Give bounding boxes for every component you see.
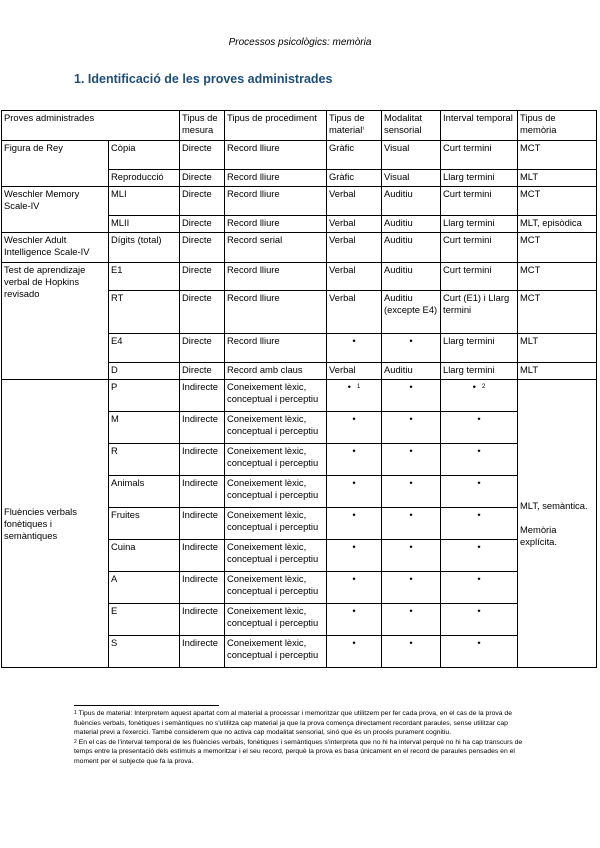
- cell: MLT: [518, 170, 597, 187]
- cell: Coneixement lèxic, conceptual i perceptiu: [225, 540, 327, 572]
- bullet-cell: [327, 604, 382, 636]
- cell: Record lliure: [225, 263, 327, 291]
- tests-table: [1, 110, 597, 668]
- footnote-marker: 1: [74, 710, 77, 716]
- cell: Dígits (total): [109, 233, 180, 263]
- bullet: •: [409, 637, 413, 648]
- footnote-marker: 2: [74, 738, 77, 745]
- cell: Còpia: [109, 141, 180, 170]
- footnote-text: Tipus de material: Interpretem aquest apartat com al material a processar i memoritzar que utilitzem per fer cada prova, en el cas de la prova de fluències verbals, fonètiques i semàntiques no s'utilitza cap material ja que la prova comença directament recordant paraules, sense utilitzar cap material previ a l'exercici. També considerem que no activa cap modalitat sensorial, sinó que és un procés purament cognitiu.: [74, 710, 512, 737]
- cell: Verbal: [327, 363, 382, 380]
- bullet-cell: [441, 604, 518, 636]
- cell: Coneixement lèxic, conceptual i perceptiu: [225, 412, 327, 444]
- cell: Record lliure: [225, 216, 327, 233]
- cell: Curt (E1) i Llarg termini: [441, 291, 518, 334]
- cell: R: [109, 444, 180, 476]
- bullet: •: [409, 541, 413, 552]
- cell: P: [109, 380, 180, 412]
- bullet-cell: [382, 572, 441, 604]
- bullet: •: [477, 637, 481, 648]
- bullet-cell: [441, 636, 518, 668]
- bullet: •: [409, 381, 413, 392]
- table-row: [2, 187, 597, 216]
- bullet-cell: [327, 540, 382, 572]
- cell: MCT: [518, 291, 597, 334]
- bullet-cell: [327, 572, 382, 604]
- footnote-2: [74, 738, 529, 767]
- cell: Coneixement lèxic, conceptual i perceptiu: [225, 380, 327, 412]
- cell: Verbal: [327, 263, 382, 291]
- cell: Curt termini: [441, 141, 518, 170]
- bullet-cell: [327, 444, 382, 476]
- bullet: •: [477, 605, 481, 616]
- cell: A: [109, 572, 180, 604]
- bullet-cell: •: [382, 334, 441, 363]
- footnote-ref: 1: [356, 384, 361, 390]
- table-row: [2, 233, 597, 263]
- cell: Gràfic: [327, 141, 382, 170]
- cell: Directe: [180, 263, 225, 291]
- cell: Llarg termini: [441, 170, 518, 187]
- cell: Indirecte: [180, 540, 225, 572]
- cell: MCT: [518, 233, 597, 263]
- bullet-cell: [382, 444, 441, 476]
- col-material: Tipus de material$^{^1}$: [327, 111, 382, 141]
- group-name: Test de aprendizaje verbal de Hopkins revisado: [2, 263, 109, 380]
- cell: Directe: [180, 291, 225, 334]
- cell: Animals: [109, 476, 180, 508]
- bullet: •: [477, 477, 481, 488]
- bullet: •: [352, 605, 356, 616]
- bullet-cell: [441, 508, 518, 540]
- bullet: •: [409, 509, 413, 520]
- cell: Directe: [180, 233, 225, 263]
- bullet: •: [352, 573, 356, 584]
- cell: Coneixement lèxic, conceptual i perceptiu: [225, 604, 327, 636]
- memory-type: MLT, semàntica.: [520, 499, 588, 511]
- cell: Reproducció: [109, 170, 180, 187]
- cell: Directe: [180, 170, 225, 187]
- memory-type-2: Memòria explícita.: [520, 523, 557, 547]
- footnote-1: [74, 709, 529, 738]
- cell: Fruites: [109, 508, 180, 540]
- footnote-divider: [74, 705, 219, 706]
- bullet: •: [477, 541, 481, 552]
- cell: Directe: [180, 363, 225, 380]
- cell: Visual: [382, 170, 441, 187]
- table-row: [2, 380, 597, 412]
- cell: MCT: [518, 141, 597, 170]
- cell: MCT: [518, 187, 597, 216]
- cell: Coneixement lèxic, conceptual i perceptiu: [225, 572, 327, 604]
- cell: Auditiu: [382, 363, 441, 380]
- cell: S: [109, 636, 180, 668]
- cell: Auditiu: [382, 233, 441, 263]
- bullet-cell: [382, 540, 441, 572]
- cell: Record serial: [225, 233, 327, 263]
- cell: Record lliure: [225, 141, 327, 170]
- cell: Indirecte: [180, 508, 225, 540]
- bullet-cell: [441, 540, 518, 572]
- cell: MLT: [518, 363, 597, 380]
- bullet-cell: [382, 380, 441, 412]
- cell: Llarg termini: [441, 334, 518, 363]
- cell: Indirecte: [180, 412, 225, 444]
- bullet: •: [352, 509, 356, 520]
- col-memoria: Tipus de memòria: [518, 111, 597, 141]
- cell: MLT: [518, 334, 597, 363]
- cell: Llarg termini: [441, 363, 518, 380]
- bullet-cell: [382, 636, 441, 668]
- group-name: Weschler Memory Scale-IV: [2, 187, 109, 233]
- memory-type-cell: [518, 380, 597, 668]
- cell: Record lliure: [225, 334, 327, 363]
- header-row: [2, 111, 597, 141]
- cell: Directe: [180, 334, 225, 363]
- col-proves: Proves administrades: [2, 111, 180, 141]
- section-title: 1. Identificació de les proves administrades: [74, 72, 333, 86]
- cell: Verbal: [327, 291, 382, 334]
- cell: MLI: [109, 187, 180, 216]
- cell: Directe: [180, 216, 225, 233]
- table-row: [2, 263, 597, 291]
- page-header: Processos psicològics: memòria: [228, 37, 372, 48]
- bullet-cell: [441, 476, 518, 508]
- cell: Record amb claus: [225, 363, 327, 380]
- cell: Auditiu: [382, 187, 441, 216]
- bullet-cell: •: [327, 334, 382, 363]
- bullet: •: [409, 605, 413, 616]
- bullet-cell: [382, 508, 441, 540]
- cell: MLT, episòdica: [518, 216, 597, 233]
- bullet: •: [477, 413, 481, 424]
- bullet: •: [352, 413, 356, 424]
- bullet-cell: [327, 380, 382, 412]
- group-name: Fluències verbals fonètiques i semàntiques: [2, 380, 109, 668]
- bullet: •: [409, 413, 413, 424]
- cell: Coneixement lèxic, conceptual i perceptiu: [225, 476, 327, 508]
- table-row: [2, 141, 597, 170]
- cell: Verbal: [327, 216, 382, 233]
- cell: Record lliure: [225, 187, 327, 216]
- bullet-cell: [382, 412, 441, 444]
- cell: Auditiu: [382, 216, 441, 233]
- bullet: •: [352, 477, 356, 488]
- cell: Coneixement lèxic, conceptual i perceptiu: [225, 444, 327, 476]
- cell: Llarg termini: [441, 216, 518, 233]
- col-modalitat: Modalitat sensorial: [382, 111, 441, 141]
- bullet: •: [352, 445, 356, 456]
- cell: Verbal: [327, 187, 382, 216]
- bullet: •: [352, 541, 356, 552]
- cell: Coneixement lèxic, conceptual i perceptiu: [225, 508, 327, 540]
- cell: RT: [109, 291, 180, 334]
- cell: Gràfic: [327, 170, 382, 187]
- bullet: •: [477, 445, 481, 456]
- bullet-cell: [441, 444, 518, 476]
- footnote-ref: ¹: [362, 127, 365, 133]
- cell: MLII: [109, 216, 180, 233]
- cell: Indirecte: [180, 604, 225, 636]
- cell: Record lliure: [225, 170, 327, 187]
- cell: Curt termini: [441, 263, 518, 291]
- col-procediment: Tipus de procediment: [225, 111, 327, 141]
- cell: Indirecte: [180, 444, 225, 476]
- bullet-cell: [441, 412, 518, 444]
- cell: Cuina: [109, 540, 180, 572]
- cell: Directe: [180, 141, 225, 170]
- cell: Curt termini: [441, 233, 518, 263]
- footnote-text: En el cas de l'interval temporal de les fluències verbals, fonètiques i semàntiques s'interpreta que no hi ha interval perquè no hi ha cap transcurs de temps entre la presentació dels estímuls a memoritzar i el seu record, perquè la prova es basa únicament en el record de paraules pensades en el moment per el subjecte que fa la prova.: [74, 738, 523, 765]
- cell: MCT: [518, 263, 597, 291]
- bullet-cell: [441, 380, 518, 412]
- col-interval: Interval temporal: [441, 111, 518, 141]
- cell: Indirecte: [180, 572, 225, 604]
- bullet: •: [409, 573, 413, 584]
- group-name: Weschler Adult Intelligence Scale-IV: [2, 233, 109, 263]
- cell: E1: [109, 263, 180, 291]
- bullet: •: [472, 381, 476, 392]
- bullet: •: [477, 573, 481, 584]
- bullet-cell: [327, 412, 382, 444]
- bullet: •: [347, 381, 351, 392]
- cell: Coneixement lèxic, conceptual i perceptiu: [225, 636, 327, 668]
- cell: Indirecte: [180, 476, 225, 508]
- cell: Verbal: [327, 233, 382, 263]
- group-name: Figura de Rey: [2, 141, 109, 187]
- cell: E4: [109, 334, 180, 363]
- fluency-section: [2, 380, 597, 668]
- cell: Auditiu (excepte E4): [382, 291, 441, 334]
- bullet-cell: [327, 476, 382, 508]
- cell: Record lliure: [225, 291, 327, 334]
- cell: Indirecte: [180, 636, 225, 668]
- bullet-cell: [382, 604, 441, 636]
- bullet: •: [352, 637, 356, 648]
- cell: E: [109, 604, 180, 636]
- bullet: •: [409, 477, 413, 488]
- cell: D: [109, 363, 180, 380]
- bullet-cell: [327, 636, 382, 668]
- bullet: •: [477, 509, 481, 520]
- footnotes: [74, 709, 529, 767]
- col-mesura: Tipus de mesura: [180, 111, 225, 141]
- cell: Indirecte: [180, 380, 225, 412]
- cell: Auditiu: [382, 263, 441, 291]
- bullet: •: [409, 445, 413, 456]
- footnote-ref: 2: [481, 384, 486, 390]
- cell: Directe: [180, 187, 225, 216]
- cell: Curt termini: [441, 187, 518, 216]
- cell: M: [109, 412, 180, 444]
- bullet-cell: [327, 508, 382, 540]
- cell: Visual: [382, 141, 441, 170]
- bullet-cell: [441, 572, 518, 604]
- bullet-cell: [382, 476, 441, 508]
